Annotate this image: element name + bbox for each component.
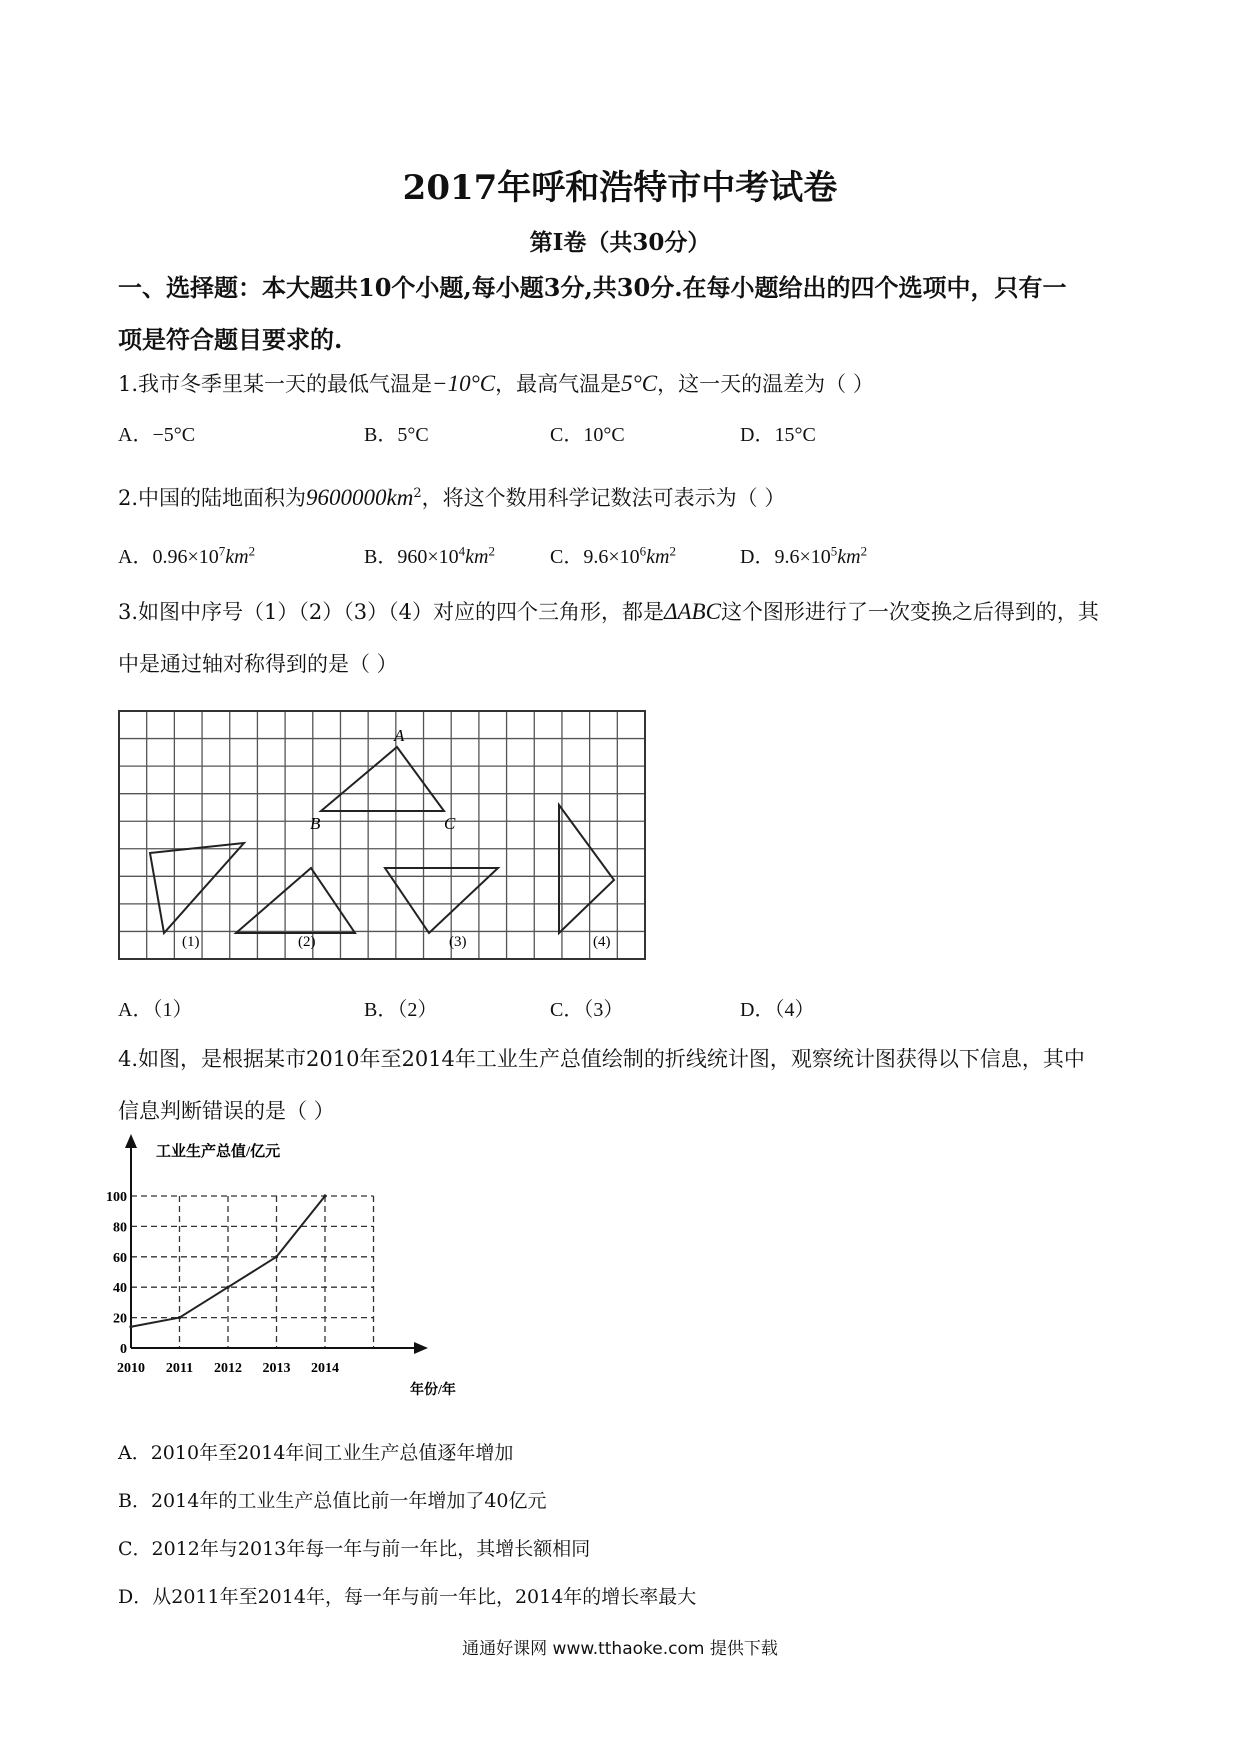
triangle-label-4: (4) bbox=[593, 934, 611, 950]
y-tick-label: 60 bbox=[113, 1250, 127, 1266]
q4-option-d[interactable]: D．从2011年至2014年，每一年与前一年比，2014年的增长率最大 bbox=[118, 1586, 697, 1608]
triangle-abc bbox=[321, 747, 444, 811]
y-tick-label: 80 bbox=[113, 1220, 127, 1236]
y-tick-label: 0 bbox=[120, 1342, 127, 1357]
q4-option-b[interactable]: B．2014年的工业生产总值比前一年增加了40亿元 bbox=[118, 1490, 547, 1512]
q2-stem-b: ，将这个数用科学记数法可表示为（ ） bbox=[421, 486, 786, 510]
chart-y-ticks bbox=[106, 1190, 127, 1357]
triangle-3 bbox=[385, 868, 498, 933]
page-title: 2017年呼和浩特市中考试卷 bbox=[402, 168, 838, 208]
question-4 bbox=[118, 1033, 1128, 1137]
q1-low-temp: −10°C bbox=[432, 371, 496, 396]
q1-option-c[interactable]: C．10°C bbox=[550, 424, 625, 446]
q1-option-a[interactable]: A．−5°C bbox=[118, 424, 196, 446]
x-tick-label: 2012 bbox=[214, 1361, 242, 1376]
q3-triangle-grid-figure bbox=[118, 710, 646, 960]
q4-stem-line2: 信息判断错误的是（ ） bbox=[118, 1099, 335, 1123]
q2-option-b[interactable] bbox=[364, 540, 495, 569]
data-point bbox=[323, 1194, 326, 1197]
q2-area-value: 9600000km bbox=[306, 485, 414, 510]
q2-option-b-letter: B． bbox=[364, 546, 398, 568]
q2-option-a[interactable] bbox=[118, 540, 255, 569]
paper-subtitle: 第Ⅰ卷（共30分） bbox=[529, 229, 711, 256]
q2-option-b-base: 960×10 bbox=[397, 546, 459, 568]
q4-stem-line1: 4.如图，是根据某市2010年至2014年工业生产总值绘制的折线统计图，观察统计图获得以下信息，其中 bbox=[118, 1047, 1085, 1071]
q2-option-a-unit: km bbox=[225, 546, 249, 568]
q2-option-c-uexp: 2 bbox=[669, 543, 676, 559]
q3-triangle-abc: ΔABC bbox=[663, 599, 721, 624]
y-tick-label: 40 bbox=[113, 1281, 127, 1297]
data-point bbox=[129, 1325, 132, 1328]
q2-option-b-unit: km bbox=[465, 546, 489, 568]
q2-option-b-exp: 4 bbox=[458, 543, 466, 559]
q4-option-a[interactable]: A．2010年至2014年间工业生产总值逐年增加 bbox=[118, 1442, 514, 1464]
x-tick-label: 2013 bbox=[262, 1361, 291, 1376]
chart-x-ticks bbox=[117, 1361, 339, 1376]
q1-stem-b: ，最高气温是 bbox=[495, 372, 622, 396]
y-axis-label: 工业生产总值/亿元 bbox=[156, 1144, 281, 1160]
x-axis-arrow bbox=[414, 1342, 428, 1354]
q2-option-d-letter: D． bbox=[740, 546, 775, 568]
vertex-label-a: A bbox=[394, 726, 405, 745]
q3-stem-line2: 中是通过轴对称得到的是（ ） bbox=[118, 652, 398, 676]
y-tick-label: 100 bbox=[106, 1190, 127, 1205]
q3-stem-line1-a: 3.如图中序号（1）（2）（3）（4）对应的四个三角形，都是 bbox=[118, 600, 664, 624]
q2-option-a-uexp: 2 bbox=[248, 543, 256, 559]
q1-option-b[interactable]: B．5°C bbox=[364, 424, 429, 446]
q4-line-chart bbox=[106, 1132, 498, 1408]
triangle-label-2: (2) bbox=[298, 934, 316, 950]
x-tick-label: 2011 bbox=[165, 1361, 194, 1376]
section-heading bbox=[118, 262, 1128, 366]
q2-option-b-uexp: 2 bbox=[488, 543, 495, 559]
q2-option-d-uexp: 2 bbox=[860, 543, 868, 559]
q1-option-d[interactable]: D．15°C bbox=[740, 424, 816, 446]
q2-option-a-exp: 7 bbox=[218, 543, 226, 559]
question-3 bbox=[118, 586, 1128, 690]
q3-option-c[interactable]: C．（3） bbox=[550, 999, 624, 1021]
q3-option-a[interactable]: A．（1） bbox=[118, 999, 193, 1021]
q2-stem-a: 2.中国的陆地面积为 bbox=[118, 486, 307, 510]
q2-option-d-base: 9.6×10 bbox=[774, 546, 831, 568]
y-axis-arrow bbox=[125, 1134, 137, 1148]
vertex-label-b: B bbox=[310, 814, 321, 833]
q2-option-d[interactable] bbox=[740, 540, 867, 569]
q2-option-a-base: 0.96×10 bbox=[152, 546, 219, 568]
triangle-label-1: (1) bbox=[182, 934, 200, 950]
section-heading-line2: 项是符合题目要求的. bbox=[118, 325, 343, 354]
vertex-label-c: C bbox=[444, 814, 456, 833]
data-point bbox=[275, 1255, 278, 1258]
x-tick-label: 2014 bbox=[311, 1361, 339, 1376]
q2-option-c[interactable] bbox=[550, 540, 676, 569]
q3-stem-line1-b: 这个图形进行了一次变换之后得到的，其 bbox=[720, 600, 1099, 624]
x-axis-label: 年份/年 bbox=[410, 1383, 456, 1398]
data-point bbox=[178, 1316, 181, 1319]
q1-stem-a: 1.我市冬季里某一天的最低气温是 bbox=[118, 372, 433, 396]
q1-stem-c: ，这一天的温差为（ ） bbox=[657, 372, 874, 396]
data-point bbox=[226, 1286, 229, 1289]
section-heading-line1: 一、选择题：本大题共10个小题,每小题3分,共30分.在每小题给出的四个选项中，只有一 bbox=[118, 273, 1067, 302]
grid-border bbox=[119, 711, 645, 959]
grid-lines bbox=[119, 711, 645, 959]
q2-option-c-exp: 6 bbox=[639, 543, 647, 559]
question-1 bbox=[118, 358, 1128, 410]
question-2: 2.中国的陆地面积为$9600000km^2$，将这个数用科学记数法可表示为（ ） bbox=[118, 485, 786, 510]
triangle-4 bbox=[559, 805, 614, 933]
q3-option-d[interactable]: D．（4） bbox=[740, 999, 815, 1021]
triangle-2 bbox=[236, 868, 355, 933]
y-tick-label: 20 bbox=[113, 1311, 127, 1327]
q2-option-c-base: 9.6×10 bbox=[583, 546, 640, 568]
page-footer: 通通好课网 www.tthaoke.com 提供下载 bbox=[462, 1639, 778, 1659]
q1-high-temp: 5°C bbox=[621, 371, 658, 396]
q2-option-d-unit: km bbox=[837, 546, 861, 568]
q4-option-c[interactable]: C．2012年与2013年每一年与前一年比，其增长额相同 bbox=[118, 1538, 591, 1560]
q2-option-c-letter: C． bbox=[550, 546, 584, 568]
q3-option-b[interactable]: B．（2） bbox=[364, 999, 438, 1021]
x-tick-label: 2010 bbox=[117, 1361, 145, 1376]
q2-option-d-exp: 5 bbox=[830, 543, 838, 559]
triangle-label-3: (3) bbox=[449, 934, 467, 950]
q2-option-c-unit: km bbox=[646, 546, 670, 568]
q2-option-a-letter: A． bbox=[118, 546, 153, 568]
